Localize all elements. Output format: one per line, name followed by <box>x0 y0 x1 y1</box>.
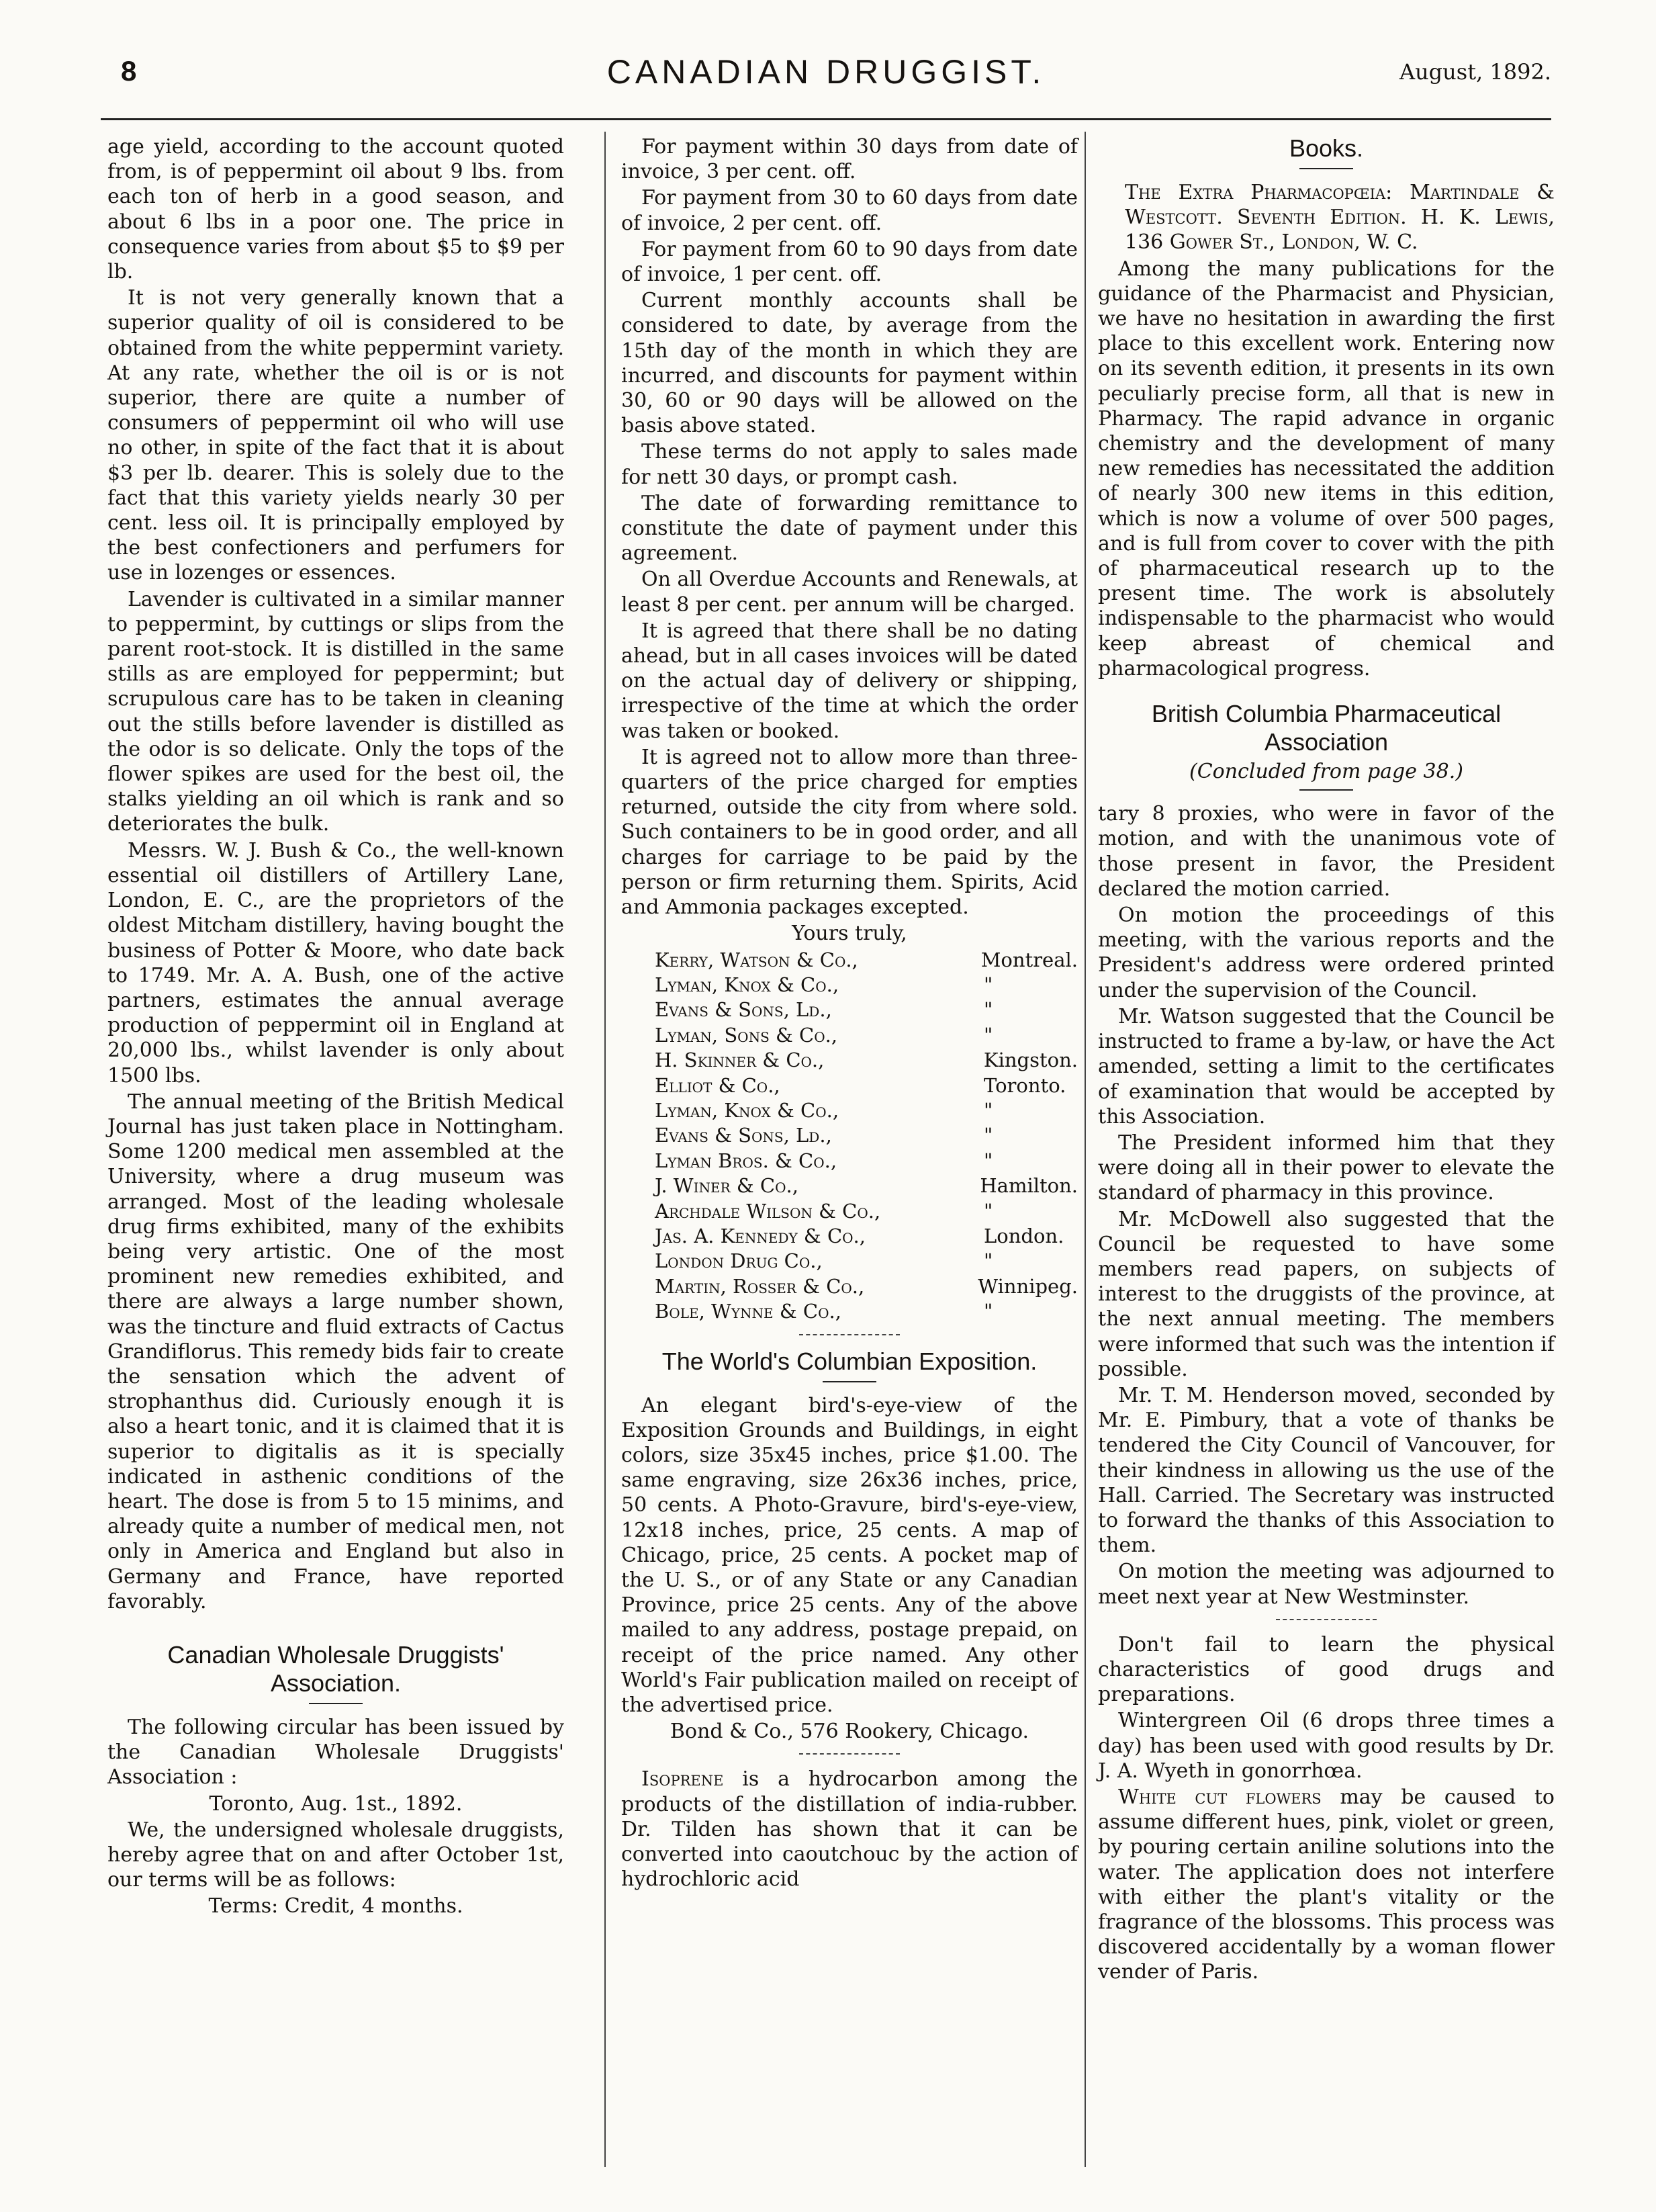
column-1 <box>107 134 564 1920</box>
paragraph: We, the undersigned wholesale druggists, hereby agree that on and after October 1st, our terms will be as follows: <box>107 1818 564 1892</box>
paragraph: The date of forwarding remittance to constitute the date of payment under this agreement. <box>621 491 1078 566</box>
signatory <box>655 1123 1078 1148</box>
paragraph: For payment from 60 to 90 days from date of invoice, 1 per cent. off. <box>621 237 1078 287</box>
signatory-city: " <box>984 1199 993 1223</box>
signatory-city: Kingston. <box>983 1049 1078 1072</box>
heading-rule <box>309 1703 363 1704</box>
lead-term: Isoprene <box>641 1767 724 1791</box>
paragraph: Mr. Watson suggested that the Council be instructed to frame a by-law, or have the Act amended, setting a limit to the certificates of examination that would be accepted by this Association. <box>1098 1004 1555 1129</box>
heading-rule <box>1299 789 1353 791</box>
signatory <box>655 1149 1078 1174</box>
heading-rule <box>1299 168 1353 169</box>
heading-rule <box>823 1381 876 1382</box>
signatory-name: Martin, Rosser & Co., <box>655 1274 865 1298</box>
paragraph: The following circular has been issued by the Canadian Wholesale Druggists' Association : <box>107 1715 564 1789</box>
signatory-city: " <box>984 998 993 1022</box>
signatory-name: Lyman, Knox & Co., <box>655 973 839 996</box>
signatory-city: Winnipeg. <box>978 1274 1078 1298</box>
paragraph-text: may be caused to assume different hues, pink, violet or green, by pouring certain aniline solutions into the water. The application does not interfere with either the plant's vitality or the fragrance of the blossoms. This process was discovered accidentally by a woman flower vender of Paris. <box>1098 1785 1555 1984</box>
column-2 <box>621 134 1078 1893</box>
signatory-city: " <box>984 1124 993 1147</box>
signatory-name: Lyman Bros. & Co., <box>655 1149 837 1172</box>
paragraph: Current monthly accounts shall be considered to date, by average from the 15th day of the month in which they are incurred, and discounts for payment within 30, 60 or 90 days will be allowed on the basis above stated. <box>621 289 1078 438</box>
paragraph: The President informed him that they were doing all in their power to elevate the standard of pharmacy in this province. <box>1098 1131 1555 1205</box>
paragraph: Mr. T. M. Henderson moved, seconded by Mr. E. Pimbury, that a vote of thanks be tendered the City Council of Vancouver, for their kindness in allowing us the use of the Hall. Carried. The Secretary was instructed to forward the thanks of this Association to them. <box>1098 1383 1555 1558</box>
paragraph: Don't fail to learn the physical characteristics of good drugs and preparations. <box>1098 1632 1555 1707</box>
signatory-name: Lyman, Sons & Co., <box>655 1023 838 1047</box>
signatory-city: Montreal. <box>980 948 1078 971</box>
section-heading: Canadian Wholesale Druggists' Association. <box>167 1640 504 1697</box>
signatory <box>655 948 1078 973</box>
section-heading: The World's Columbian Exposition. <box>661 1347 1038 1375</box>
signatory <box>655 1299 1078 1324</box>
paragraph: Mr. McDowell also suggested that the Council be requested to have some members read papers, on subjects of interest to the druggists of the province, at the next annual meeting. The members were informed that such was the intention if possible. <box>1098 1207 1555 1381</box>
section-separator <box>1276 1619 1377 1620</box>
signatory <box>655 998 1078 1022</box>
signatory-name: Archdale Wilson & Co., <box>655 1199 881 1223</box>
paragraph: tary 8 proxies, who were in favor of the motion, and with the unanimous vote of those present in favor, the President declared the motion carried. <box>1098 802 1555 901</box>
section-separator <box>799 1334 900 1335</box>
signatory-name: Lyman, Knox & Co., <box>655 1098 839 1122</box>
paragraph: The annual meeting of the British Medical Journal has just taken place in Nottingham. Some 1200 medical men assembled at the University, where a drug museum was arranged. Most of the leading wholesale drug firms exhibited, many of the exhibits being very artistic. One of the most prominent new remedies exhibited, and there are always a large number shown, was the tincture and fluid extracts of Cactus Grandiflorus. This remedy bids fair to create the sensation which the advent of strophanthus did. Curiously enough it is also a heart tonic, and it is claimed that it is superior to digitalis as it is specially indicated in asthenic conditions of the heart. The dose is from 5 to 15 minims, and already quite a number of medical men, not only in America and England but also in Germany and France, have reported favorably. <box>107 1090 564 1613</box>
advertiser-line: Bond & Co., 576 Rookery, Chicago. <box>670 1720 1029 1744</box>
paragraph: For payment within 30 days from date of invoice, 3 per cent. off. <box>621 135 1078 184</box>
paragraph: It is agreed not to allow more than three-quarters of the price charged for empties returned, outside the city from where sold. Such containers to be in good order, and all charges for carriage to be paid by the person or firm returning them. Spirits, Acid and Ammonia packages excepted. <box>621 745 1078 920</box>
paragraph: Among the many publications for the guidance of the Pharmacist and Physician, we have no hesitation in awarding the first place to this excellent work. Entering now on its seventh edition, it presents in its own peculiarly precise form, all that is new in Pharmacy. The rapid advance in organic chemistry and the development of many new remedies has necessitated the addition of nearly 300 new items in this edition, which is now a volume of over 500 pages, and is full from cover to cover with the pith of pharmaceutical research up to the present time. The work is absolutely indispensable to the pharmacist who would keep abreast of chemical and pharmacological progress. <box>1098 257 1555 680</box>
signatory-name: London Drug Co., <box>655 1249 823 1273</box>
column-divider <box>1085 132 1086 2167</box>
signatory <box>655 1174 1078 1198</box>
issue-date: August, 1892. <box>1399 59 1551 85</box>
signatory-city: " <box>984 1149 993 1172</box>
page-header <box>101 52 1551 99</box>
signatory <box>655 1199 1078 1224</box>
paragraph <box>1098 1785 1555 1985</box>
signatory <box>655 1098 1078 1123</box>
section-separator <box>799 1753 900 1755</box>
lead-term: White cut flowers <box>1118 1785 1322 1809</box>
closing: Yours truly, <box>792 922 907 946</box>
signatory-name: Elliot & Co., <box>655 1073 780 1097</box>
signatory-city: " <box>984 1249 993 1273</box>
page-number: 8 <box>121 55 137 87</box>
signatory-name: Evans & Sons, Ld., <box>655 998 832 1022</box>
signatory <box>655 1023 1078 1048</box>
signatory-city: " <box>984 1098 993 1122</box>
signatory <box>655 1073 1078 1098</box>
signatory <box>655 973 1078 998</box>
signatory-name: Bole, Wynne & Co., <box>655 1300 841 1323</box>
paragraph: It is agreed that there shall be no dating ahead, but in all cases invoices will be dated on the actual day of delivery or shipping, irrespective of the time at which the order was taken or booked. <box>621 619 1078 743</box>
signatory-name: Evans & Sons, Ld., <box>655 1124 832 1147</box>
paragraph: Lavender is cultivated in a similar manner to peppermint, by cuttings or slips from the parent root-stock. It is distilled in the same stills as are employed for peppermint; but scrupulous care has to be taken in cleaning out the stills before lavender is distilled as the odor is so delicate. Only the tops of the flower spikes are used for the best oil, the stalks yielding an oil which is rank and so deteriorates the bulk. <box>107 587 564 836</box>
paragraph: It is not very generally known that a superior quality of oil is considered to be obtained from the white peppermint variety. At any rate, whether the oil is or is not superior, there are quite a number of consumers of peppermint oil who will use no other, in spite of the fact that it is about $3 per lb. dearer. This is solely due to the fact that this variety yields nearly 30 per cent. less oil. It is principally employed by the best confectioners and perfumers for use in lozenges or essences. <box>107 286 564 585</box>
paragraph <box>621 1767 1078 1892</box>
signatory-name: Jas. A. Kennedy & Co., <box>655 1224 866 1247</box>
signatory-name: J. Winer & Co., <box>655 1174 798 1198</box>
signatory-city: " <box>984 1300 993 1323</box>
book-reference: The Extra Pharmacopœia: Martindale & Westcott. Seventh Edition. H. K. Lewis, 136 Gower St., London, W. C. <box>1125 181 1555 255</box>
signatory-list <box>621 948 1078 1325</box>
signatory-city: " <box>984 973 993 996</box>
signatory-city: London. <box>984 1224 1064 1247</box>
paragraph: On motion the meeting was adjourned to meet next year at New Westminster. <box>1098 1560 1555 1609</box>
continuation-note: (Concluded from page 38.) <box>1189 760 1463 784</box>
paragraph: Wintergreen Oil (6 drops three times a day) has been used with good results by Dr. J. A. Wyeth in gonorrhœa. <box>1098 1709 1555 1783</box>
paragraph: Terms: Credit, 4 months. <box>208 1894 463 1918</box>
paragraph: Messrs. W. J. Bush & Co., the well-known essential oil distillers of Artillery Lane, London, E. C., are the proprietors of the oldest Mitcham distillery, having bought the business of Potter & Moore, who date back to 1749. Mr. A. A. Bush, one of the active partners, estimates the annual average production of peppermint oil in England at 20,000 lbs., whilst lavender is only about 1500 lbs. <box>107 838 564 1088</box>
publication-title: CANADIAN DRUGGIST. <box>606 53 1046 91</box>
signatory-city: " <box>984 1023 993 1047</box>
column-divider <box>604 132 606 2167</box>
signatory-city: Toronto. <box>984 1073 1066 1097</box>
paragraph-text: is a hydrocarbon among the products of the distillation of india-rubber. Dr. Tilden has shown that it can be converted into caoutchouc by the action of hydrochloric acid <box>621 1767 1078 1892</box>
paragraph: These terms do not apply to sales made for nett 30 days, or prompt cash. <box>621 440 1078 489</box>
header-rule <box>101 118 1551 120</box>
section-heading: British Columbia Pharmaceutical Association <box>1151 700 1502 756</box>
signatory <box>655 1048 1078 1073</box>
paragraph: An elegant bird's-eye-view of the Exposition Grounds and Buildings, in eight colors, size 35x45 inches, price $1.00. The same engraving, size 26x36 inches, price, 50 cents. A Photo-Gravure, bird's-eye-view, 12x18 inches, price, 25 cents. A map of Chicago, price, 25 cents. A pocket map of the U. S., or of any State or any Canadian Province, price 25 cents. Any of the above mailed to any address, postage prepaid, on receipt of the price named. Any other World's Fair publication mailed on receipt of the advertised price. <box>621 1393 1078 1718</box>
paragraph: On all Overdue Accounts and Renewals, at least 8 per cent. per annum will be charged. <box>621 568 1078 617</box>
section-heading: Books. <box>1289 134 1364 162</box>
signatory-name: H. Skinner & Co., <box>655 1049 825 1072</box>
signatory-city: Hamilton. <box>980 1174 1078 1198</box>
paragraph: age yield, according to the account quoted from, is of peppermint oil about 9 lbs. from each ton of herb in a good season, and about 6 lbs in a poor one. The price in consequence varies from about $5 to $9 per lb. <box>107 135 564 284</box>
paragraph: For payment from 30 to 60 days from date of invoice, 2 per cent. off. <box>621 186 1078 235</box>
signatory <box>655 1274 1078 1299</box>
signatory-name: Kerry, Watson & Co., <box>655 948 858 971</box>
signatory <box>655 1224 1078 1249</box>
signatory <box>655 1249 1078 1274</box>
dateline: Toronto, Aug. 1st., 1892. <box>209 1791 463 1816</box>
column-3 <box>1098 134 1555 1986</box>
paragraph: On motion the proceedings of this meeting, with the various reports and the President's address were ordered printed under the supervision of the Council. <box>1098 903 1555 1002</box>
